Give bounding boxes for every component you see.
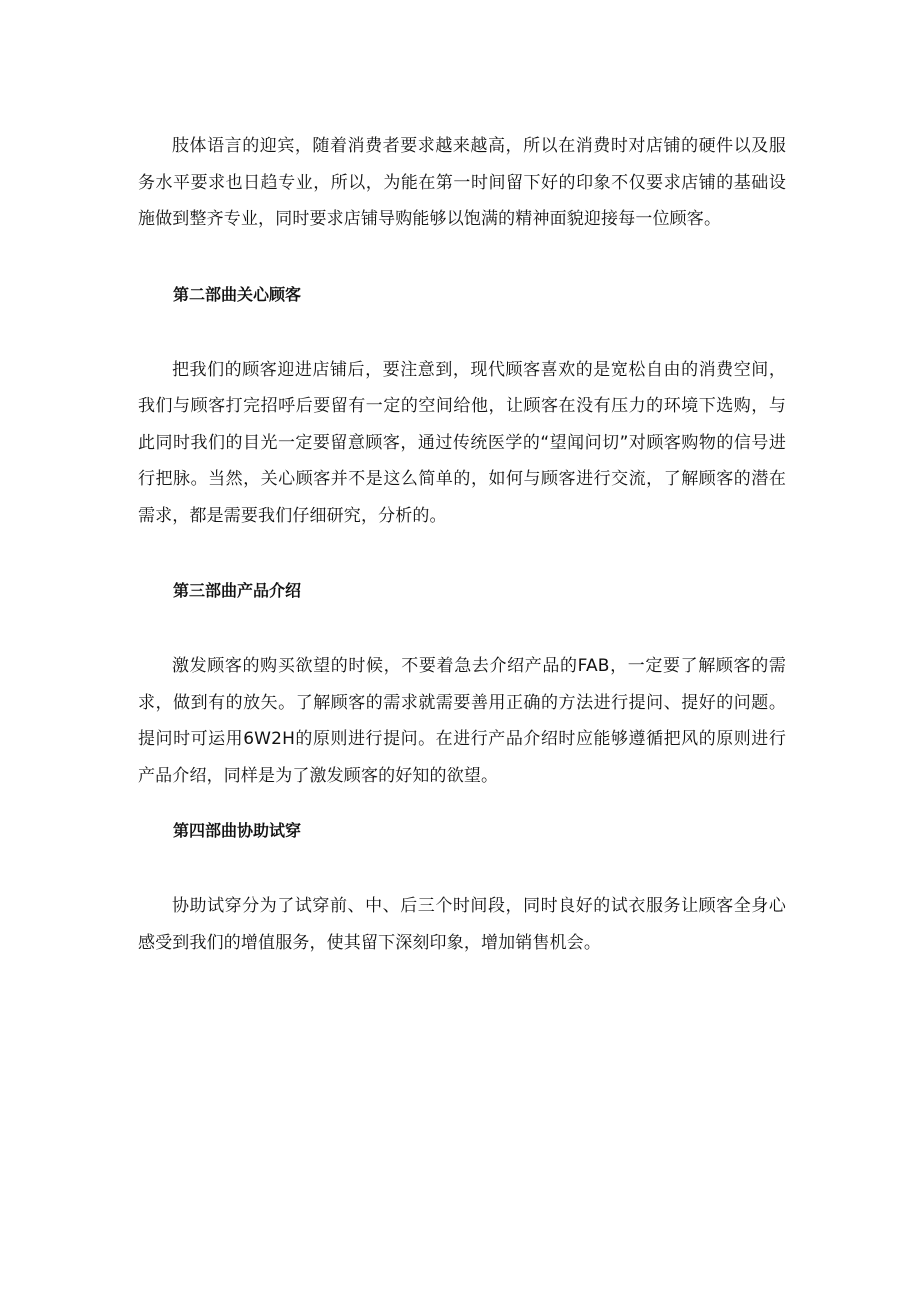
spacer	[138, 603, 786, 648]
paragraph-product-intro: 激发顾客的购买欲望的时候，不要着急去介绍产品的FAB，一定要了解顾客的需求，做到有的放矢。了解顾客的需求就需要善用正确的方法进行提问、提好的问题。提问时可运用6W2H的原则进行提问。在进行产品介绍时应能够遵循把风的原则进行产品介绍，同样是为了激发顾客的好知的欲望。	[138, 656, 786, 786]
paragraph-fitting-assist: 协助试穿分为了试穿前、中、后三个时间段，同时良好的试衣服务让顾客全身心感受到我们的增值服务，使其留下深刻印象，增加销售机会。	[138, 896, 786, 953]
spacer	[138, 534, 786, 579]
heading-care-customer: 第二部曲关心顾客	[173, 284, 302, 304]
spacer	[138, 307, 786, 352]
paragraph-care-customer: 把我们的顾客迎进店铺后，要注意到，现代顾客喜欢的是宽松自由的消费空间，我们与顾客打完招呼后要留有一定的空间给他，让顾客在没有压力的环境下选购，与此同时我们的目光一定要留意顾客，通过传统医学的“望闻问切”对顾客购物的信号进行把脉。当然，关心顾客并不是这么简单的，如何与顾客进行交流，了解顾客的潜在需求，都是需要我们仔细研究，分析的。	[138, 359, 786, 526]
heading-fitting-assist: 第四部曲协助试穿	[173, 821, 302, 840]
spacer	[138, 238, 786, 283]
heading-product-intro: 第三部曲产品介绍	[173, 581, 302, 600]
spacer	[138, 794, 786, 819]
spacer	[138, 843, 786, 888]
paragraph-welcome: 肢体语言的迎宾，随着消费者要求越来越高，所以在消费时对店铺的硬件以及服务水平要求也日趋专业，所以，为能在第一时间留下好的印象不仅要求店铺的基础设施做到整齐专业，同时要求店铺导购能够以饱满的精神面貌迎接每一位顾客。	[138, 136, 786, 229]
